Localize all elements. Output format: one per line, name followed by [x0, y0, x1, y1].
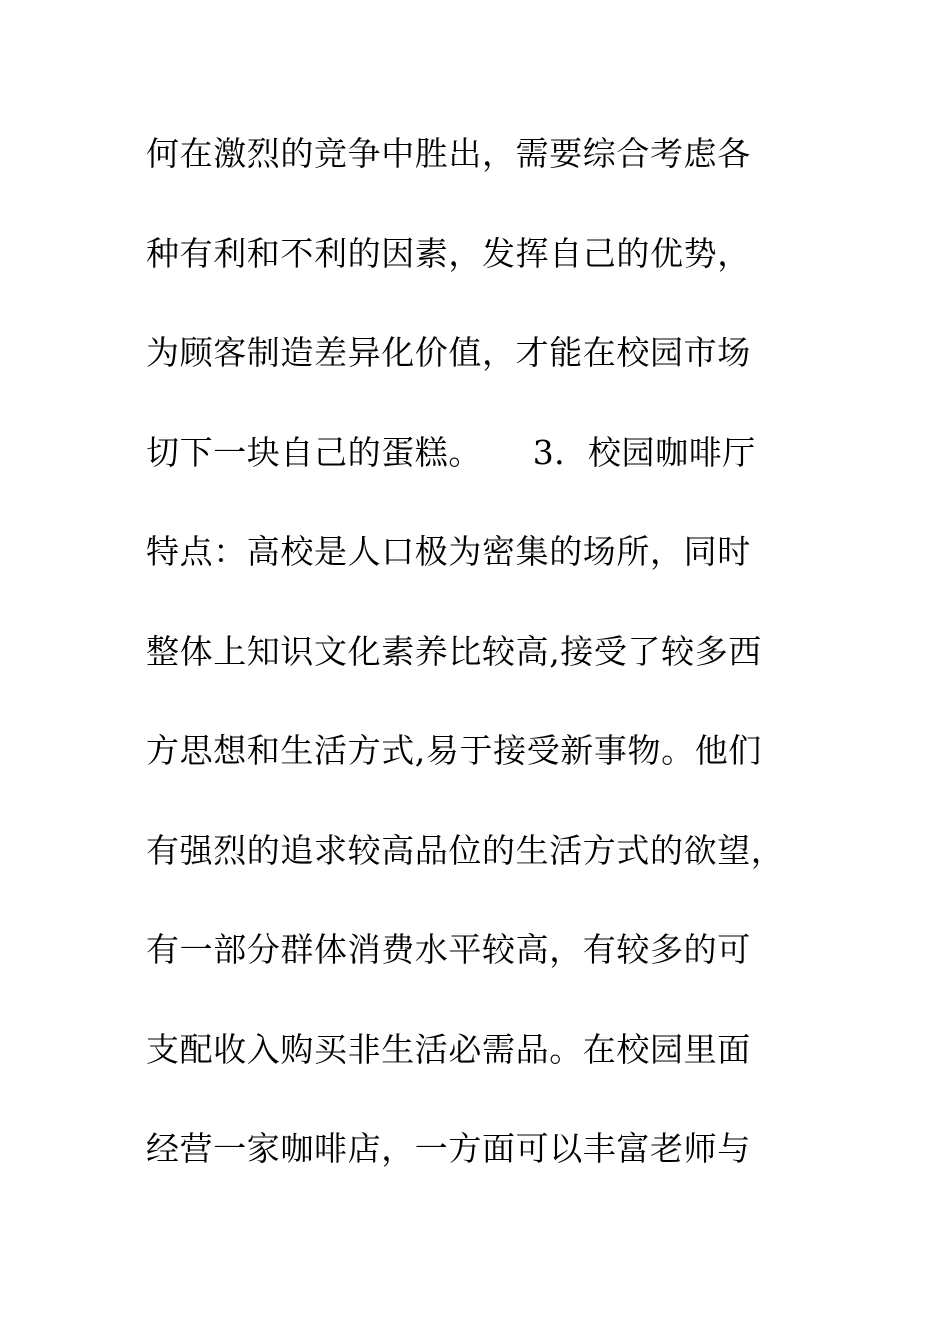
text-line: 经营一家咖啡店，一方面可以丰富老师与	[146, 1129, 751, 1168]
text-line: 种有利和不利的因素，发挥自己的优势，	[146, 233, 751, 273]
text-line: 特点：高校是人口极为密集的场所，同时	[146, 532, 751, 571]
text-line: 切下一块自己的蛋糕。 3．校园咖啡厅	[146, 432, 756, 472]
text-line: 支配收入购买非生活必需品。在校园里面	[146, 1029, 751, 1069]
text-line: 方思想和生活方式,易于接受新事物。他们	[146, 731, 762, 770]
text-line: 有一部分群体消费水平较高，有较多的可	[146, 930, 751, 969]
text-line: 整体上知识文化素养比较高,接受了较多西	[146, 631, 762, 671]
body-text	[146, 122, 826, 1217]
text-line: 为顾客制造差异化价值，才能在校园市场	[146, 333, 751, 372]
text-line: 有强烈的追求较高品位的生活方式的欲望，	[146, 830, 785, 870]
text-line: 何在激烈的竞争中胜出，需要综合考虑各	[146, 134, 751, 173]
